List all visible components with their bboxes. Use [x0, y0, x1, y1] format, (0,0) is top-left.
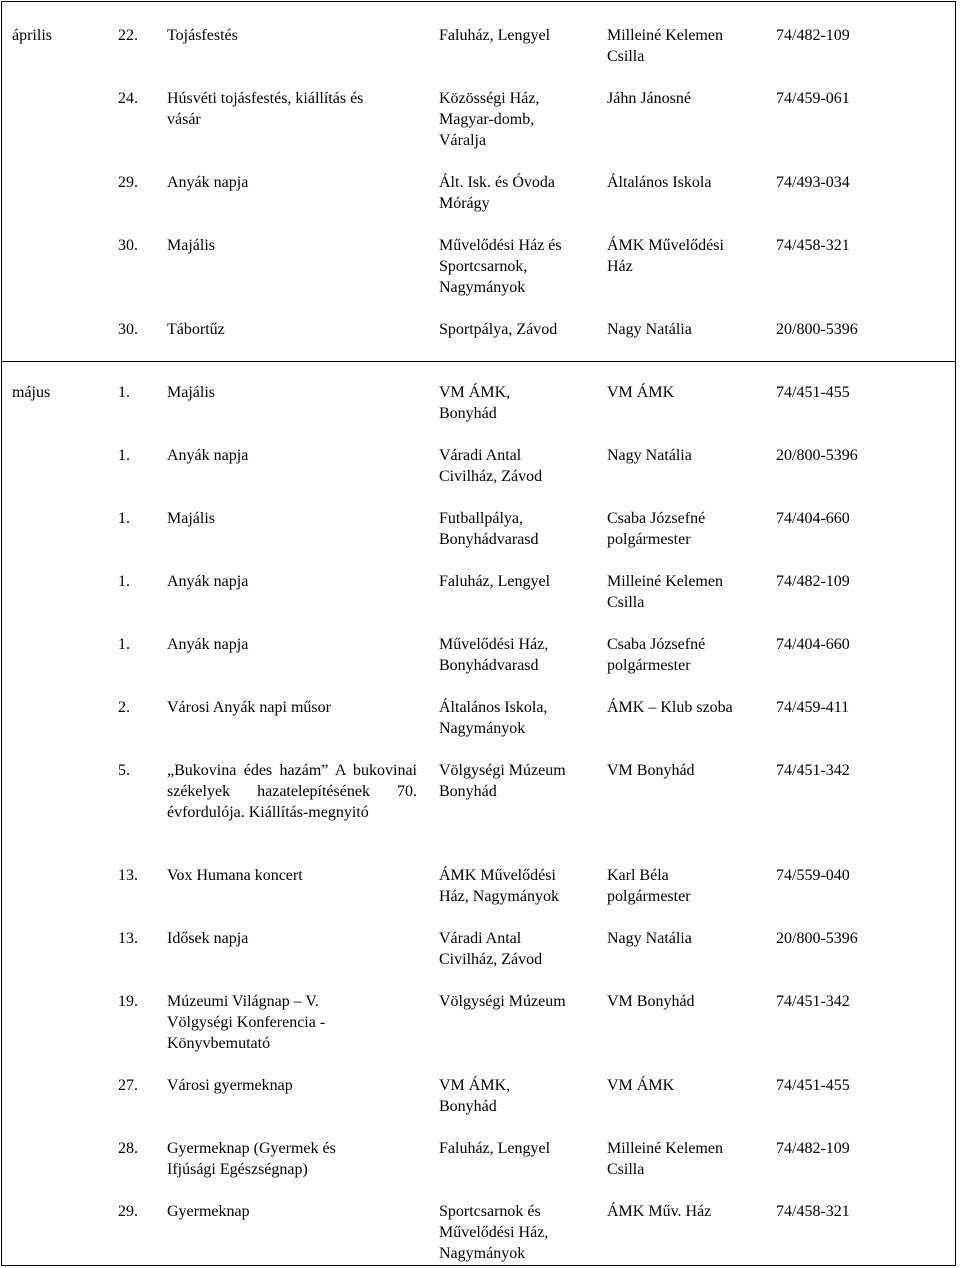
organizer-cell: VM ÁMK [607, 1077, 675, 1094]
phone-cell: 74/482-109 [776, 27, 850, 44]
event-cell: Anyák napja [167, 174, 249, 191]
phone-cell: 74/459-411 [776, 699, 850, 716]
phone-cell: 74/451-342 [776, 993, 850, 1010]
day-cell: 1. [118, 636, 130, 653]
phone-cell: 74/451-455 [776, 384, 850, 401]
organizer-cell: Általános Iskola [607, 174, 712, 191]
day-cell: 30. [118, 321, 138, 338]
phone-cell: 74/559-040 [776, 867, 850, 884]
event-cell: Múzeumi Világnap – V. Völgységi Konferencia - Könyvbemutató [167, 993, 326, 1052]
location-cell: ÁMK Művelődési Ház, Nagymányok [439, 867, 559, 905]
event-cell: Húsvéti tojásfestés, kiállítás és vásár [167, 90, 364, 128]
phone-cell: 20/800-5396 [776, 321, 858, 338]
day-cell: 13. [118, 930, 138, 947]
day-cell: 30. [118, 237, 138, 254]
organizer-cell: ÁMK Művelődési Ház [607, 237, 724, 275]
phone-cell: 74/493-034 [776, 174, 850, 191]
event-cell: Tábortűz [167, 321, 225, 338]
organizer-cell: Milleiné Kelemen Csilla [607, 573, 723, 611]
day-cell: 13. [118, 867, 138, 884]
organizer-cell: Nagy Natália [607, 930, 692, 947]
event-cell: Tojásfestés [167, 27, 238, 44]
location-cell: Váradi Antal Civilház, Závod [439, 447, 543, 485]
day-cell: 24. [118, 90, 138, 107]
day-cell: 19. [118, 993, 138, 1010]
location-cell: Faluház, Lengyel [439, 573, 551, 590]
event-cell: Gyermeknap (Gyermek és Ifjúsági Egészségnap) [167, 1140, 336, 1178]
month-divider [1, 361, 956, 362]
organizer-cell: Nagy Natália [607, 321, 692, 338]
month-label: április [12, 27, 52, 44]
location-cell: Faluház, Lengyel [439, 1140, 551, 1157]
day-cell: 28. [118, 1140, 138, 1157]
phone-cell: 20/800-5396 [776, 930, 858, 947]
day-cell: 1. [118, 510, 130, 527]
location-cell: Futballpálya, Bonyhádvarasd [439, 510, 539, 548]
event-cell: Majális [167, 237, 215, 254]
location-cell: VM ÁMK, Bonyhád [439, 384, 511, 422]
event-cell: Majális [167, 384, 215, 401]
day-cell: 27. [118, 1077, 138, 1094]
phone-cell: 74/458-321 [776, 237, 850, 254]
organizer-cell: VM Bonyhád [607, 993, 695, 1010]
organizer-cell: Karl Béla polgármester [607, 867, 691, 905]
organizer-cell: Csaba Józsefné polgármester [607, 510, 706, 548]
phone-cell: 74/451-455 [776, 1077, 850, 1094]
day-cell: 1. [118, 384, 130, 401]
location-cell: Faluház, Lengyel [439, 27, 551, 44]
organizer-cell: Jáhn Jánosné [607, 90, 691, 107]
organizer-cell: VM ÁMK [607, 384, 675, 401]
day-cell: 5. [118, 762, 130, 779]
location-cell: VM ÁMK, Bonyhád [439, 1077, 511, 1115]
event-cell: „Bukovina édes hazám” A bukovinai székelyek hazatelepítésének 70. évfordulója. Kiállítás-megnyitó [167, 762, 417, 821]
event-cell: Anyák napja [167, 636, 249, 653]
location-cell: Sportcsarnok és Művelődési Ház, Nagymányok [439, 1203, 549, 1262]
event-cell: Anyák napja [167, 573, 249, 590]
phone-cell: 74/404-660 [776, 510, 850, 527]
event-cell: Városi Anyák napi műsor [167, 699, 331, 716]
event-cell: Gyermeknap [167, 1203, 250, 1220]
location-cell: Művelődési Ház, Bonyhádvarasd [439, 636, 549, 674]
location-cell: Művelődési Ház és Sportcsarnok, Nagymányok [439, 237, 562, 296]
event-cell: Idősek napja [167, 930, 249, 947]
event-cell: Vox Humana koncert [167, 867, 303, 884]
phone-cell: 74/451-342 [776, 762, 850, 779]
location-cell: Általános Iskola, Nagymányok [439, 699, 548, 737]
day-cell: 2. [118, 699, 130, 716]
organizer-cell: Nagy Natália [607, 447, 692, 464]
day-cell: 22. [118, 27, 138, 44]
location-cell: Ált. Isk. és Óvoda Mórágy [439, 174, 555, 212]
phone-cell: 74/458-321 [776, 1203, 850, 1220]
phone-cell: 20/800-5396 [776, 447, 858, 464]
event-cell: Anyák napja [167, 447, 249, 464]
organizer-cell: Milleiné Kelemen Csilla [607, 1140, 723, 1178]
organizer-cell: ÁMK – Klub szoba [607, 699, 733, 716]
location-cell: Völgységi Múzeum Bonyhád [439, 762, 566, 800]
phone-cell: 74/404-660 [776, 636, 850, 653]
phone-cell: 74/482-109 [776, 573, 850, 590]
organizer-cell: Csaba Józsefné polgármester [607, 636, 706, 674]
day-cell: 1. [118, 573, 130, 590]
day-cell: 29. [118, 174, 138, 191]
day-cell: 1. [118, 447, 130, 464]
phone-cell: 74/459-061 [776, 90, 850, 107]
location-cell: Közösségi Ház, Magyar-domb, Váralja [439, 90, 540, 149]
organizer-cell: VM Bonyhád [607, 762, 695, 779]
month-label: május [12, 384, 51, 401]
event-cell: Városi gyermeknap [167, 1077, 293, 1094]
organizer-cell: Milleiné Kelemen Csilla [607, 27, 723, 65]
location-cell: Sportpálya, Závod [439, 321, 558, 338]
location-cell: Váradi Antal Civilház, Závod [439, 930, 543, 968]
organizer-cell: ÁMK Műv. Ház [607, 1203, 712, 1220]
location-cell: Völgységi Múzeum [439, 993, 566, 1010]
event-cell: Majális [167, 510, 215, 527]
phone-cell: 74/482-109 [776, 1140, 850, 1157]
day-cell: 29. [118, 1203, 138, 1220]
